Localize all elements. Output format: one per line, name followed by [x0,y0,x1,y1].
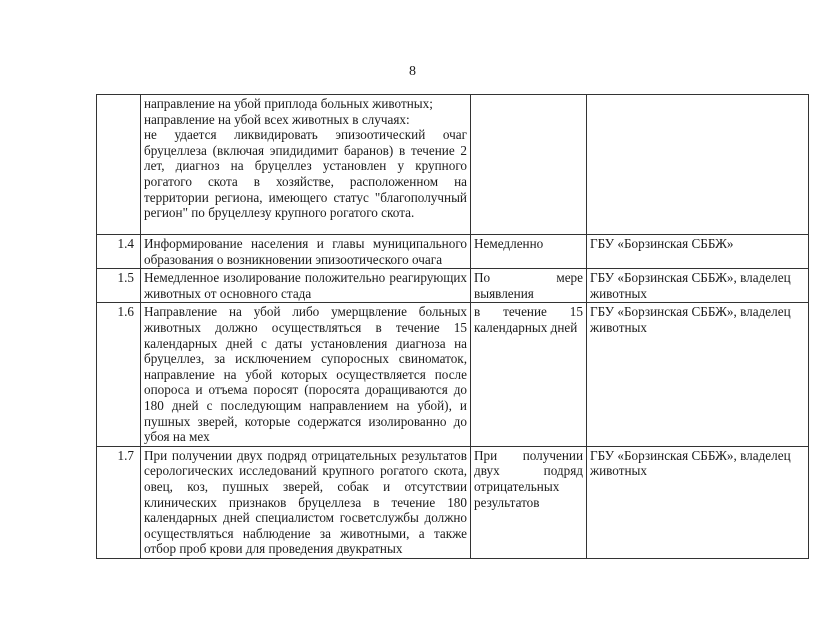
measure-text: направление на убой приплода больных животных; [144,96,433,111]
deadline-cell: При получении двух подряд отрицательных результатов [471,446,587,558]
measure-text: Информирование населения и главы муниципального образования о возникновении эпизоотического очага [144,236,467,267]
table-row [97,303,809,446]
row-number: 1.4 [97,235,141,269]
page-number: 8 [409,64,416,79]
deadline-cell: Немедленно [471,235,587,269]
measure-text: Направление на убой либо умерщвление больных животных должно осуществляться в течение 15 календарных дней с даты установления диагноза на бруцеллез, за исключением супоросных свиноматок, направление на убой которых осуществляется после опороса и отъема поросят (поросята доращиваются до 180 дней с последующим направлением на убой), и пушных зверей, которые содержатся изолированно до убоя на мех [144,304,467,445]
measure-text: не удается ликвидировать эпизоотический очаг бруцеллеза (включая эпидидимит баранов) в течение 2 лет, диагноз на бруцеллез установлен у крупного рогатого скота в хозяйстве, расположенном на территории региона, имеющего статус "благополучный регион" по бруцеллезу крупного рогатого скота. [144,127,467,221]
responsible-cell [587,95,809,235]
row-number: 1.5 [97,269,141,303]
table-row [97,235,809,269]
measure-text: направление на убой всех животных в случаях: [144,111,410,127]
measure-cell [141,446,471,558]
measure-cell [141,269,471,303]
row-number [97,95,141,235]
measure-cell [141,303,471,446]
responsible-cell: ГБУ «Борзинская СББЖ», владелец животных [587,303,809,446]
row-number: 1.6 [97,303,141,446]
table-row [97,269,809,303]
measure-text: При получении двух подряд отрицательных результатов серологических исследований крупного рогатого скота, овец, коз, пушных зверей, собак и отсутствии клинических признаков бруцеллеза в течение 180 календарных дней специалистом госветслужбы должно осуществляться наблюдение за животными, а также отбор проб крови для проведения двукратных [144,447,467,557]
responsible-cell: ГБУ «Борзинская СББЖ» [587,235,809,269]
measure-cell [141,235,471,269]
deadline-cell [471,95,587,235]
responsible-cell: ГБУ «Борзинская СББЖ», владелец животных [587,446,809,558]
responsible-cell: ГБУ «Борзинская СББЖ», владелец животных [587,269,809,303]
measures-table [96,94,809,559]
table-row [97,446,809,558]
measure-cell [141,95,471,235]
table-row [97,95,809,235]
measure-text: Немедленное изолирование положительно реагирующих животных от основного стада [144,270,467,301]
deadline-cell: в течение 15 календарных дней [471,303,587,446]
row-number: 1.7 [97,446,141,558]
deadline-cell: По мере выявления [471,269,587,303]
